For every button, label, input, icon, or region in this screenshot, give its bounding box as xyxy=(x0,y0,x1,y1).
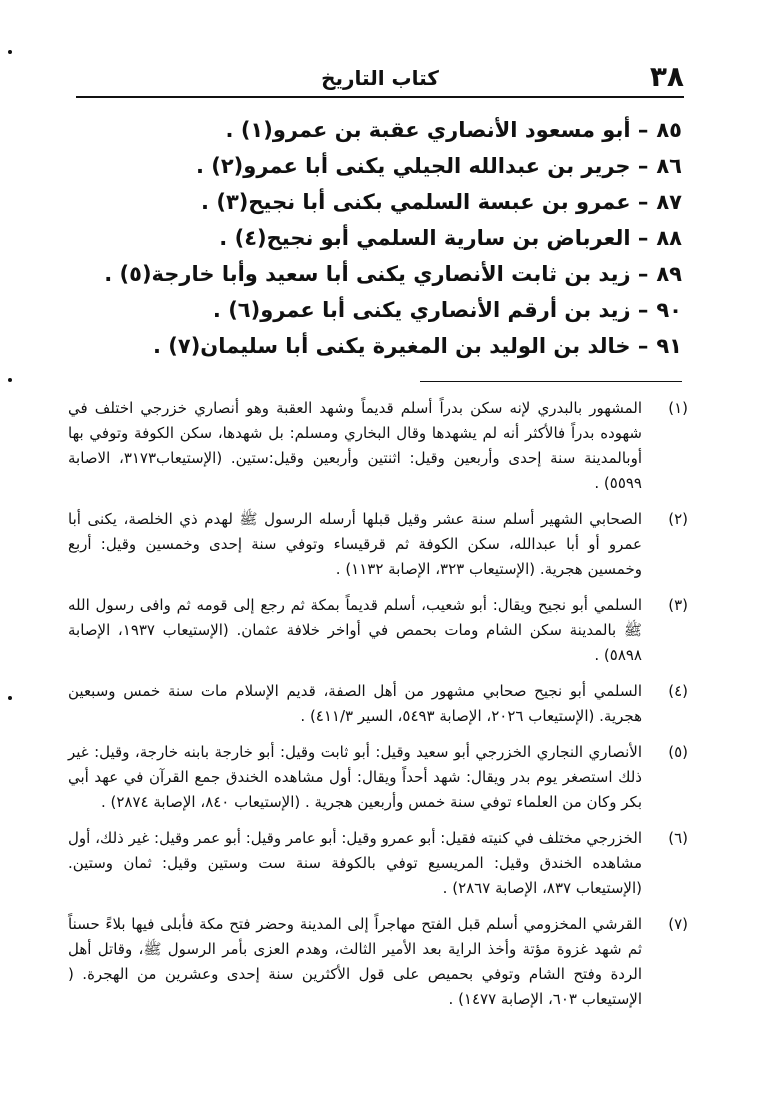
scan-mark xyxy=(8,378,12,382)
entry-text: أبو مسعود الأنصاري عقبة بن عمرو(١) . xyxy=(225,118,631,142)
entry-text: جرير بن عبدالله الجيلي يكنى أبا عمرو(٢) . xyxy=(195,154,631,178)
scan-mark xyxy=(8,50,12,54)
entry-number: ٨٦ xyxy=(656,154,682,178)
footnote-number: (٤) xyxy=(668,682,688,700)
footnote-text: الصحابي الشهير أسلم سنة عشر وقيل قبلها أرسله الرسول ﷺ لهدم ذي الخلصة، يكنى أبا عمرو أو أبا عبدالله، سكن الكوفة ثم قرقيساء وتوفي سنة إحدى وخمسين وقيل: أربع وخمسين هجرية. (الإستيعاب ٣٢٣، الإصابة ١١٣٢) . xyxy=(68,510,642,578)
footnote-divider xyxy=(420,381,682,382)
entry-item: ٨٦– جرير بن عبدالله الجيلي يكنى أبا عمرو(٢) . xyxy=(195,154,682,178)
entry-item: ٩٠– زيد بن أرقم الأنصاري يكنى أبا عمرو(٦) . xyxy=(212,298,682,322)
footnote-text: السلمي أبو نجيح ويقال: أبو شعيب، أسلم قديماً بمكة ثم رجع إلى قومه ثم وافى رسول الله ﷺ بالمدينة سكن الشام ومات بحمص في أواخر خلافة عثمان. (الإستيعاب ١٩٣٧، الإصابة ٥٨٩٨) . xyxy=(68,596,643,664)
entries-list xyxy=(90,112,682,364)
footnote-text: القرشي المخزومي أسلم قبل الفتح مهاجراً إلى المدينة وحضر فتح مكة فأبلى فيها بلاءً حسناً ثم شهد غزوة مؤتة وأخذ الراية بعد الأمير الثالث، وهدم العزى بأمر الرسول ﷺ، وقاتل أهل الردة وفتح الشام وتوفي بحميص على قول الأكثرين سنة إحدى وعشرين من الهجرة. ( الإستيعاب ٦٠٣، الإصابة ١٤٧٧) . xyxy=(68,915,642,1008)
footnote-number: (١) xyxy=(668,399,688,417)
footnote-text: الأنصاري النجاري الخزرجي أبو سعيد وقيل: أبو ثابت وقيل: أبو خارجة بابنه خارجة، وقيل: غير ذلك استصغر يوم بدر ويقال: شهد أحداً ويقال: أول مشاهده الخندق جمع القرآن في عهد أبي بكر وكان من العلماء توفي سنة خمس وأربعين هجرية . (الإستيعاب ٨٤٠، الإصابة ٢٨٧٤) . xyxy=(68,743,642,811)
entry-item: ٨٩– زيد بن ثابت الأنصاري يكنى أبا سعيد وأبا خارجة(٥) . xyxy=(104,262,682,286)
entry-item: ٨٥– أبو مسعود الأنصاري عقبة بن عمرو(١) . xyxy=(225,118,682,142)
entry-number: ٨٧ xyxy=(656,190,682,214)
footnote-text: المشهور بالبدري لإنه سكن بدراً أسلم قديماً وشهد العقبة وهو أنصاري خزرجي اختلف في شهوده بدراً فالأكثر أنه لم يشهدها وقال البخاري ومسلم: بل شهدها، سكن الكوفة وتوفي بها أوبالمدينة سنة إحدى وأربعين وقيل: اثنتين وأربعين وقيل:ستين. (الإستيعاب٣١٧٣، الاصابة ٥٥٩٩) . xyxy=(68,399,642,492)
entry-item: ٨٧– عمرو بن عبسة السلمي بكنى أبا نجيح(٣) . xyxy=(201,190,682,214)
entry-item: ٩١– خالد بن الوليد بن المغيرة يكنى أبا سليمان(٧) . xyxy=(152,334,682,358)
entry-text: خالد بن الوليد بن المغيرة يكنى أبا سليمان(٧) . xyxy=(152,334,631,358)
entry-number: ٨٩ xyxy=(656,262,682,286)
footnote-text: الخزرجي مختلف في كنيته فقيل: أبو عمرو وقيل: أبو عامر وقيل: أبو عمر وقيل: غير ذلك، أول مشاهده الخندق وقيل: المريسيع توفي بالكوفة سنة ست وستين وقيل: ثمان وستين. (الإستيعاب ٨٣٧، الإصابة ٢٨٦٧) . xyxy=(68,829,642,897)
footnote-number: (٧) xyxy=(668,915,688,933)
footnote xyxy=(68,679,688,729)
footnote xyxy=(68,740,688,815)
footnote-number: (٣) xyxy=(668,596,688,614)
book-title: كتاب التاريخ xyxy=(321,66,439,90)
footnote xyxy=(68,507,688,582)
entry-text: عمرو بن عبسة السلمي بكنى أبا نجيح(٣) . xyxy=(201,190,631,214)
page-header xyxy=(76,60,684,98)
entry-number: ٨٨ xyxy=(656,226,682,250)
page-number: ٣٨ xyxy=(649,60,684,93)
footnote xyxy=(68,826,688,901)
footnote xyxy=(68,593,688,668)
footnote-number: (٦) xyxy=(668,829,688,847)
entry-text: زيد بن ثابت الأنصاري يكنى أبا سعيد وأبا خارجة(٥) . xyxy=(104,262,631,286)
footnote-number: (٥) xyxy=(668,743,688,761)
scan-mark xyxy=(8,696,12,700)
entry-number: ٩٠ xyxy=(656,298,682,322)
entry-number: ٩١ xyxy=(656,334,682,358)
entry-number: ٨٥ xyxy=(656,118,682,142)
entry-text: زيد بن أرقم الأنصاري يكنى أبا عمرو(٦) . xyxy=(212,298,631,322)
footnotes xyxy=(68,396,688,1023)
entry-text: العرباض بن سارية السلمي أبو نجيح(٤) . xyxy=(219,226,631,250)
entry-item: ٨٨– العرباض بن سارية السلمي أبو نجيح(٤) . xyxy=(219,226,682,250)
footnote-number: (٢) xyxy=(668,510,688,528)
footnote xyxy=(68,912,688,1012)
footnote xyxy=(68,396,688,496)
footnote-text: السلمي أبو نجيح صحابي مشهور من أهل الصفة، قديم الإسلام مات سنة خمس وسبعين هجرية. (الإستيعاب ٢٠٢٦، الإصابة ٥٤٩٣، السير ٤١١/٣) . xyxy=(68,682,642,725)
